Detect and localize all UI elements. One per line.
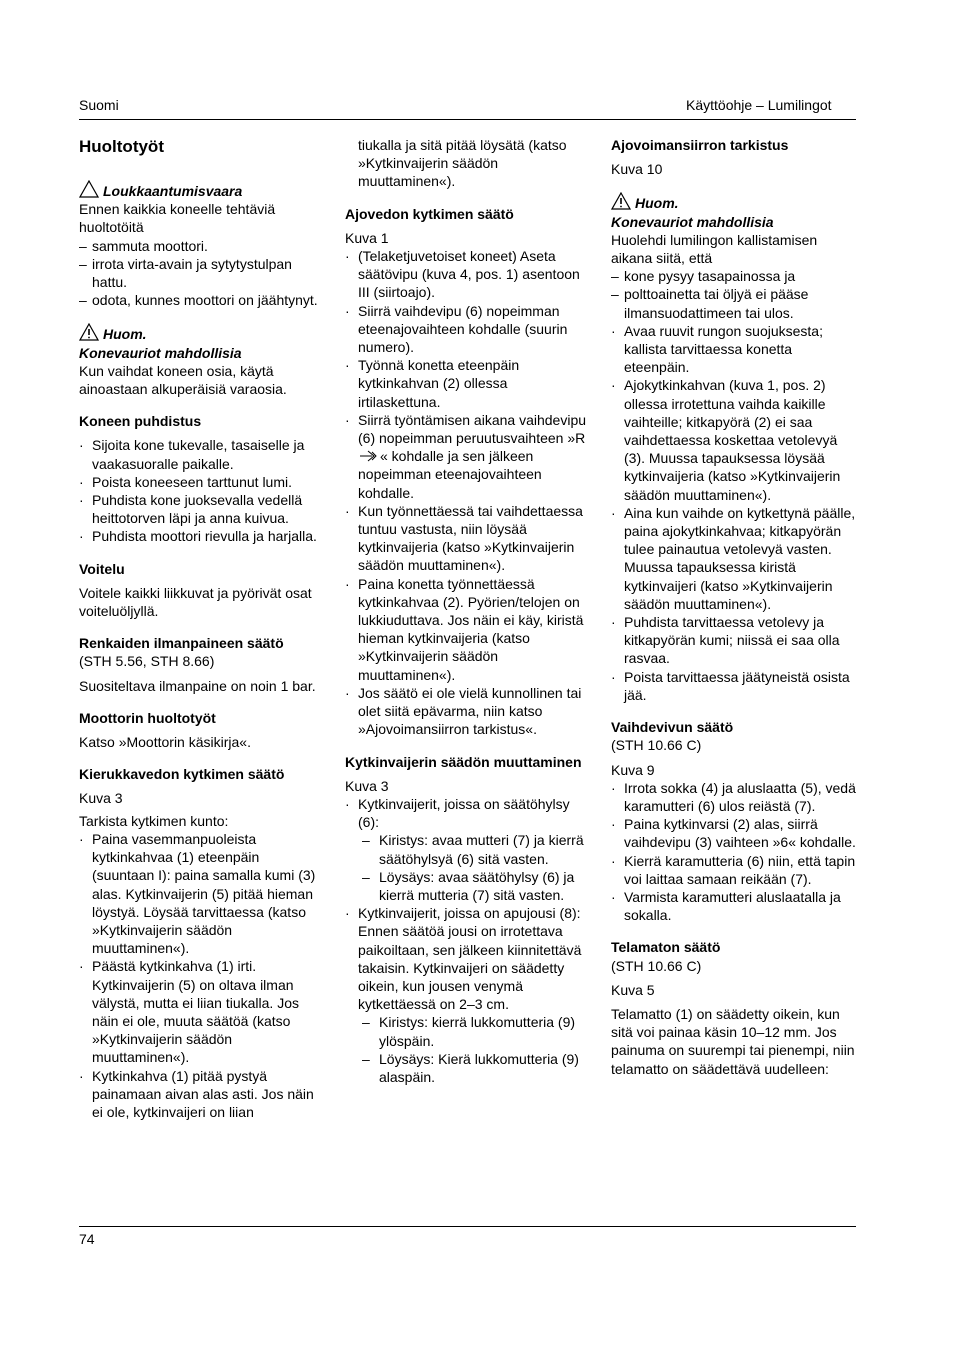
list-item-text: « kohdalle ja sen jälkeen nopeimman eteenajovaihteen kohdalle. [358, 448, 542, 501]
cable-adjust-sublist [362, 831, 591, 904]
list-item: · Puhdista tarvittaessa vetolevy ja kitkapyörän kumi; niissä ei saa olla rasvaa. [611, 613, 861, 668]
transmission-check-list [611, 322, 861, 704]
section-heading: Ajovedon kytkimen säätö [345, 205, 514, 222]
paragraph: Katso »Moottorin käsikirja«. [79, 734, 251, 751]
list-item: · Poista koneeseen tarttunut lumi. [79, 473, 323, 491]
warning-list [79, 237, 323, 310]
clutch-check-list [79, 830, 323, 1121]
page-number: 74 [79, 1231, 95, 1247]
notice-title: Huom. [103, 326, 147, 343]
list-item: · Sijoita kone tukevalle, tasaiselle ja vaakasuoralle paikalle. [79, 436, 323, 472]
list-item [345, 411, 591, 502]
list-item: · Paina kytkinvarsi (2) alas, siirrä vaihdevipu (3) vaihteen »6« kohdalle. [611, 815, 861, 851]
warning-heading [79, 180, 323, 200]
section-heading: Telamaton säätö [611, 939, 721, 956]
figure-reference: Kuva 3 [345, 777, 389, 794]
section-heading: Renkaiden ilmanpaineen säätö [79, 635, 284, 652]
list-item: · Työnnä konetta eteenpäin kytkinkahvan (2) ollessa irtilaskettuna. [345, 356, 591, 411]
list-item: · Poista tarvittaessa jäätyneistä osista jää. [611, 668, 861, 704]
section-subtitle: (STH 5.56, STH 8.66) [79, 653, 215, 670]
list-item: – sammuta moottori. [79, 237, 323, 255]
list-item: · Paina vasemmanpuoleista kytkinkahvaa (1) eteenpäin (suuntaan I): paina samalla kumi (3) alas. Kytkinvaijerin (5) pitää hieman löystyä. Löysää tarvittaessa (katso »Kytkinvaijerin säädön muuttaminen«). [79, 830, 323, 957]
list-item: · Kierrä karamutteria (6) niin, että tapin voi laittaa samaan reikään (7). [611, 852, 861, 888]
list-item-text: Siirrä työntämisen aikana vaihdevipu (6) nopeimman peruutusvaihteen »R [358, 411, 587, 447]
list-item: · Kun työnnettäessä tai vaihdettaessa tuntuu vastusta, niin löysää kytkinvaijeria (katso »Kytkinvaijerin säädön muuttaminen«). [345, 502, 591, 575]
drive-clutch-list [345, 247, 591, 738]
section-heading: Kierukkavedon kytkimen säätö [79, 766, 285, 783]
list-item: · Aina kun vaihde on kytkettynä päälle, paina ajokytkinkahvaa; kitkapyörän tulee painautua vetolevyä vasten. Muussa tapauksessa kiristä kytkinvaijeri (katso »Kytkinvaijerin säädön muuttaminen«). [611, 504, 861, 613]
figure-reference: Kuva 1 [345, 229, 389, 246]
column-2 [345, 136, 591, 1086]
header-language: Suomi [79, 97, 119, 113]
list-item: · Jos säätö ei ole vielä kunnollinen tai olet siitä epävarma, niin katso »Ajovoimansiirron tarkistus«. [345, 684, 591, 739]
list-item: – irrota virta-avain ja sytytystulpan hattu. [79, 255, 323, 291]
figure-reference: Kuva 10 [611, 161, 663, 178]
notice-subtitle: Konevauriot mahdollisia [79, 344, 242, 361]
cable-adjust-sublist-2 [362, 1013, 591, 1086]
header-manual-title: Käyttöohje – Lumilingot [686, 97, 832, 113]
notice-text: Huolehdi lumilingon kallistamisen aikana siitä, että [611, 231, 818, 267]
section-subtitle: (STH 10.66 C) [611, 737, 702, 754]
notice-subtitle: Konevauriot mahdollisia [611, 213, 774, 230]
header-rule [79, 119, 856, 120]
section-heading: Kytkinvaijerin säädön muuttaminen [345, 753, 582, 770]
warning-exclamation-icon [611, 192, 631, 210]
paragraph: Telamatto (1) on säädetty oikein, kun sitä voi painaa käsin 10–12 mm. Jos painuma on suurempi tai pienempi, niin telamatto on säädettävä uudelleen: [611, 1005, 855, 1077]
list-item: · Kytkinvaijerit, joissa on apujousi (8): Ennen säätöä jousi on irrotettava paikoiltaan, sen jälkeen kiinnitettävä takaisin. Kytkinvaijeri on säädetty oikein, kun jousen venymä kytkettäessä on 2–3 cm. [345, 904, 591, 1013]
list-item: – Kiristys: kierrä lukkomutteria (9) ylöspäin. [362, 1013, 591, 1049]
list-item: – kone pysyy tasapainossa ja [611, 267, 861, 285]
section-heading: Ajovoimansiirron tarkistus [611, 137, 789, 153]
notice-list [611, 267, 861, 322]
reverse-arrow-icon [358, 448, 380, 464]
list-item [345, 795, 591, 831]
warning-text: Ennen kaikkia koneelle tehtäviä huoltotöitä [79, 201, 276, 236]
section-heading: Koneen puhdistus [79, 413, 202, 430]
section-subtitle: (STH 10.66 C) [611, 957, 702, 974]
notice-heading [79, 323, 323, 343]
page-title: Huoltotyöt [79, 137, 164, 156]
notice-title: Huom. [635, 195, 679, 212]
list-item: · Kytkinkahva (1) pitää pystyä painamaan aivan alas asti. Jos näin ei ole, kytkinvaijeri on liian [79, 1067, 323, 1122]
section-heading: Vaihdevivun säätö [611, 719, 734, 736]
cleaning-list [79, 436, 323, 545]
list-item: – Kiristys: avaa mutteri (7) ja kierrä säätöhylsyä (6) sitä vasten. [362, 831, 591, 867]
footer-rule [79, 1226, 856, 1227]
list-item: – Löysäys: Kierä lukkomutteria (9) alaspäin. [362, 1050, 591, 1086]
list-item: – odota, kunnes moottori on jäähtynyt. [79, 291, 323, 309]
paragraph: Suositeltava ilmanpaine on noin 1 bar. [79, 677, 316, 694]
section-heading: Voitelu [79, 560, 125, 577]
list-item: · Varmista karamutteri aluslaatalla ja sokalla. [611, 888, 861, 924]
list-item: – polttoainetta tai öljyä ei pääse ilmansuodattimeen tai ulos. [611, 285, 861, 321]
warning-title: Loukkaantumisvaara [103, 183, 243, 199]
list-item: · Puhdista moottori rievulla ja harjalla. [79, 527, 323, 545]
cable-adjust-list-2 [345, 904, 591, 1013]
column-3 [611, 136, 861, 1078]
list-item: · Paina konetta työnnettäessä kytkinkahvaa (2). Pyörien/telojen on lukkiuduttava. Jos näin ei käy, kiristä hieman kytkinvaijeria (katso »Kytkinvaijerin säädön muuttaminen«). [345, 575, 591, 684]
list-item-text: Kytkinvaijerit, joissa on säätöhylsy (6): [358, 795, 570, 831]
section-heading: Moottorin huoltotyöt [79, 709, 216, 726]
figure-reference: Kuva 3 [79, 790, 123, 807]
paragraph: Voitele kaikki liikkuvat ja pyörivät osat voiteluöljyllä. [79, 584, 312, 620]
list-item: · Siirrä vaihdevipu (6) nopeimman eteenajovaihteen kohdalle (suurin numero). [345, 302, 591, 357]
list-item: · Avaa ruuvit rungon suojuksesta; kallista tarvittaessa konetta eteenpäin. [611, 322, 861, 377]
notice-heading [611, 192, 861, 212]
list-item: – Löysäys: avaa säätöhylsy (6) ja kierrä mutteria (7) sitä vasten. [362, 868, 591, 904]
warning-exclamation-icon [79, 323, 99, 341]
figure-reference: Kuva 5 [611, 981, 655, 998]
column-1 [79, 136, 323, 1121]
notice-text: Kun vaihdat koneen osia, käytä ainoastaan alkuperäisiä varaosia. [79, 362, 287, 398]
figure-reference: Kuva 9 [611, 761, 655, 778]
cable-adjust-list [345, 795, 591, 831]
list-item: · Ajokytkinkahvan (kuva 1, pos. 2) ollessa irrotettuna vaihda kaikille vaihteille; kitkapyörä (2) ei saa vaihdettaessa koskettaa vetolevyä (3). Muussa tapauksessa löysää kytkinvaijeria (katso »Kytkinvaijerin säädön muuttaminen«). [611, 376, 861, 503]
list-item: · Irrota sokka (4) ja aluslaatta (5), vedä karamutteri (6) ulos reiästä (7). [611, 779, 861, 815]
continued-text: tiukalla ja sitä pitää löysätä (katso »Kytkinvaijerin säädön muuttaminen«). [358, 137, 567, 190]
list-item: · Puhdista kone juoksevalla vedellä heittotorven läpi ja anna kuivua. [79, 491, 323, 527]
list-item: · (Telaketjuvetoiset koneet) Aseta säätövipu (kuva 4, pos. 1) asentoon III (siirtoajo). [345, 247, 591, 302]
paragraph: Tarkista kytkimen kunto: [79, 812, 229, 829]
list-item: · Päästä kytkinkahva (1) irti. Kytkinvaijerin (5) on oltava ilman välystä, mutta ei liian tiukalla. Jos näin ei ole, muuta säätöä (katso »Kytkinvaijerin säädön muuttaminen«). [79, 957, 323, 1066]
warning-triangle-icon [79, 180, 99, 198]
gear-lever-list [611, 779, 861, 925]
